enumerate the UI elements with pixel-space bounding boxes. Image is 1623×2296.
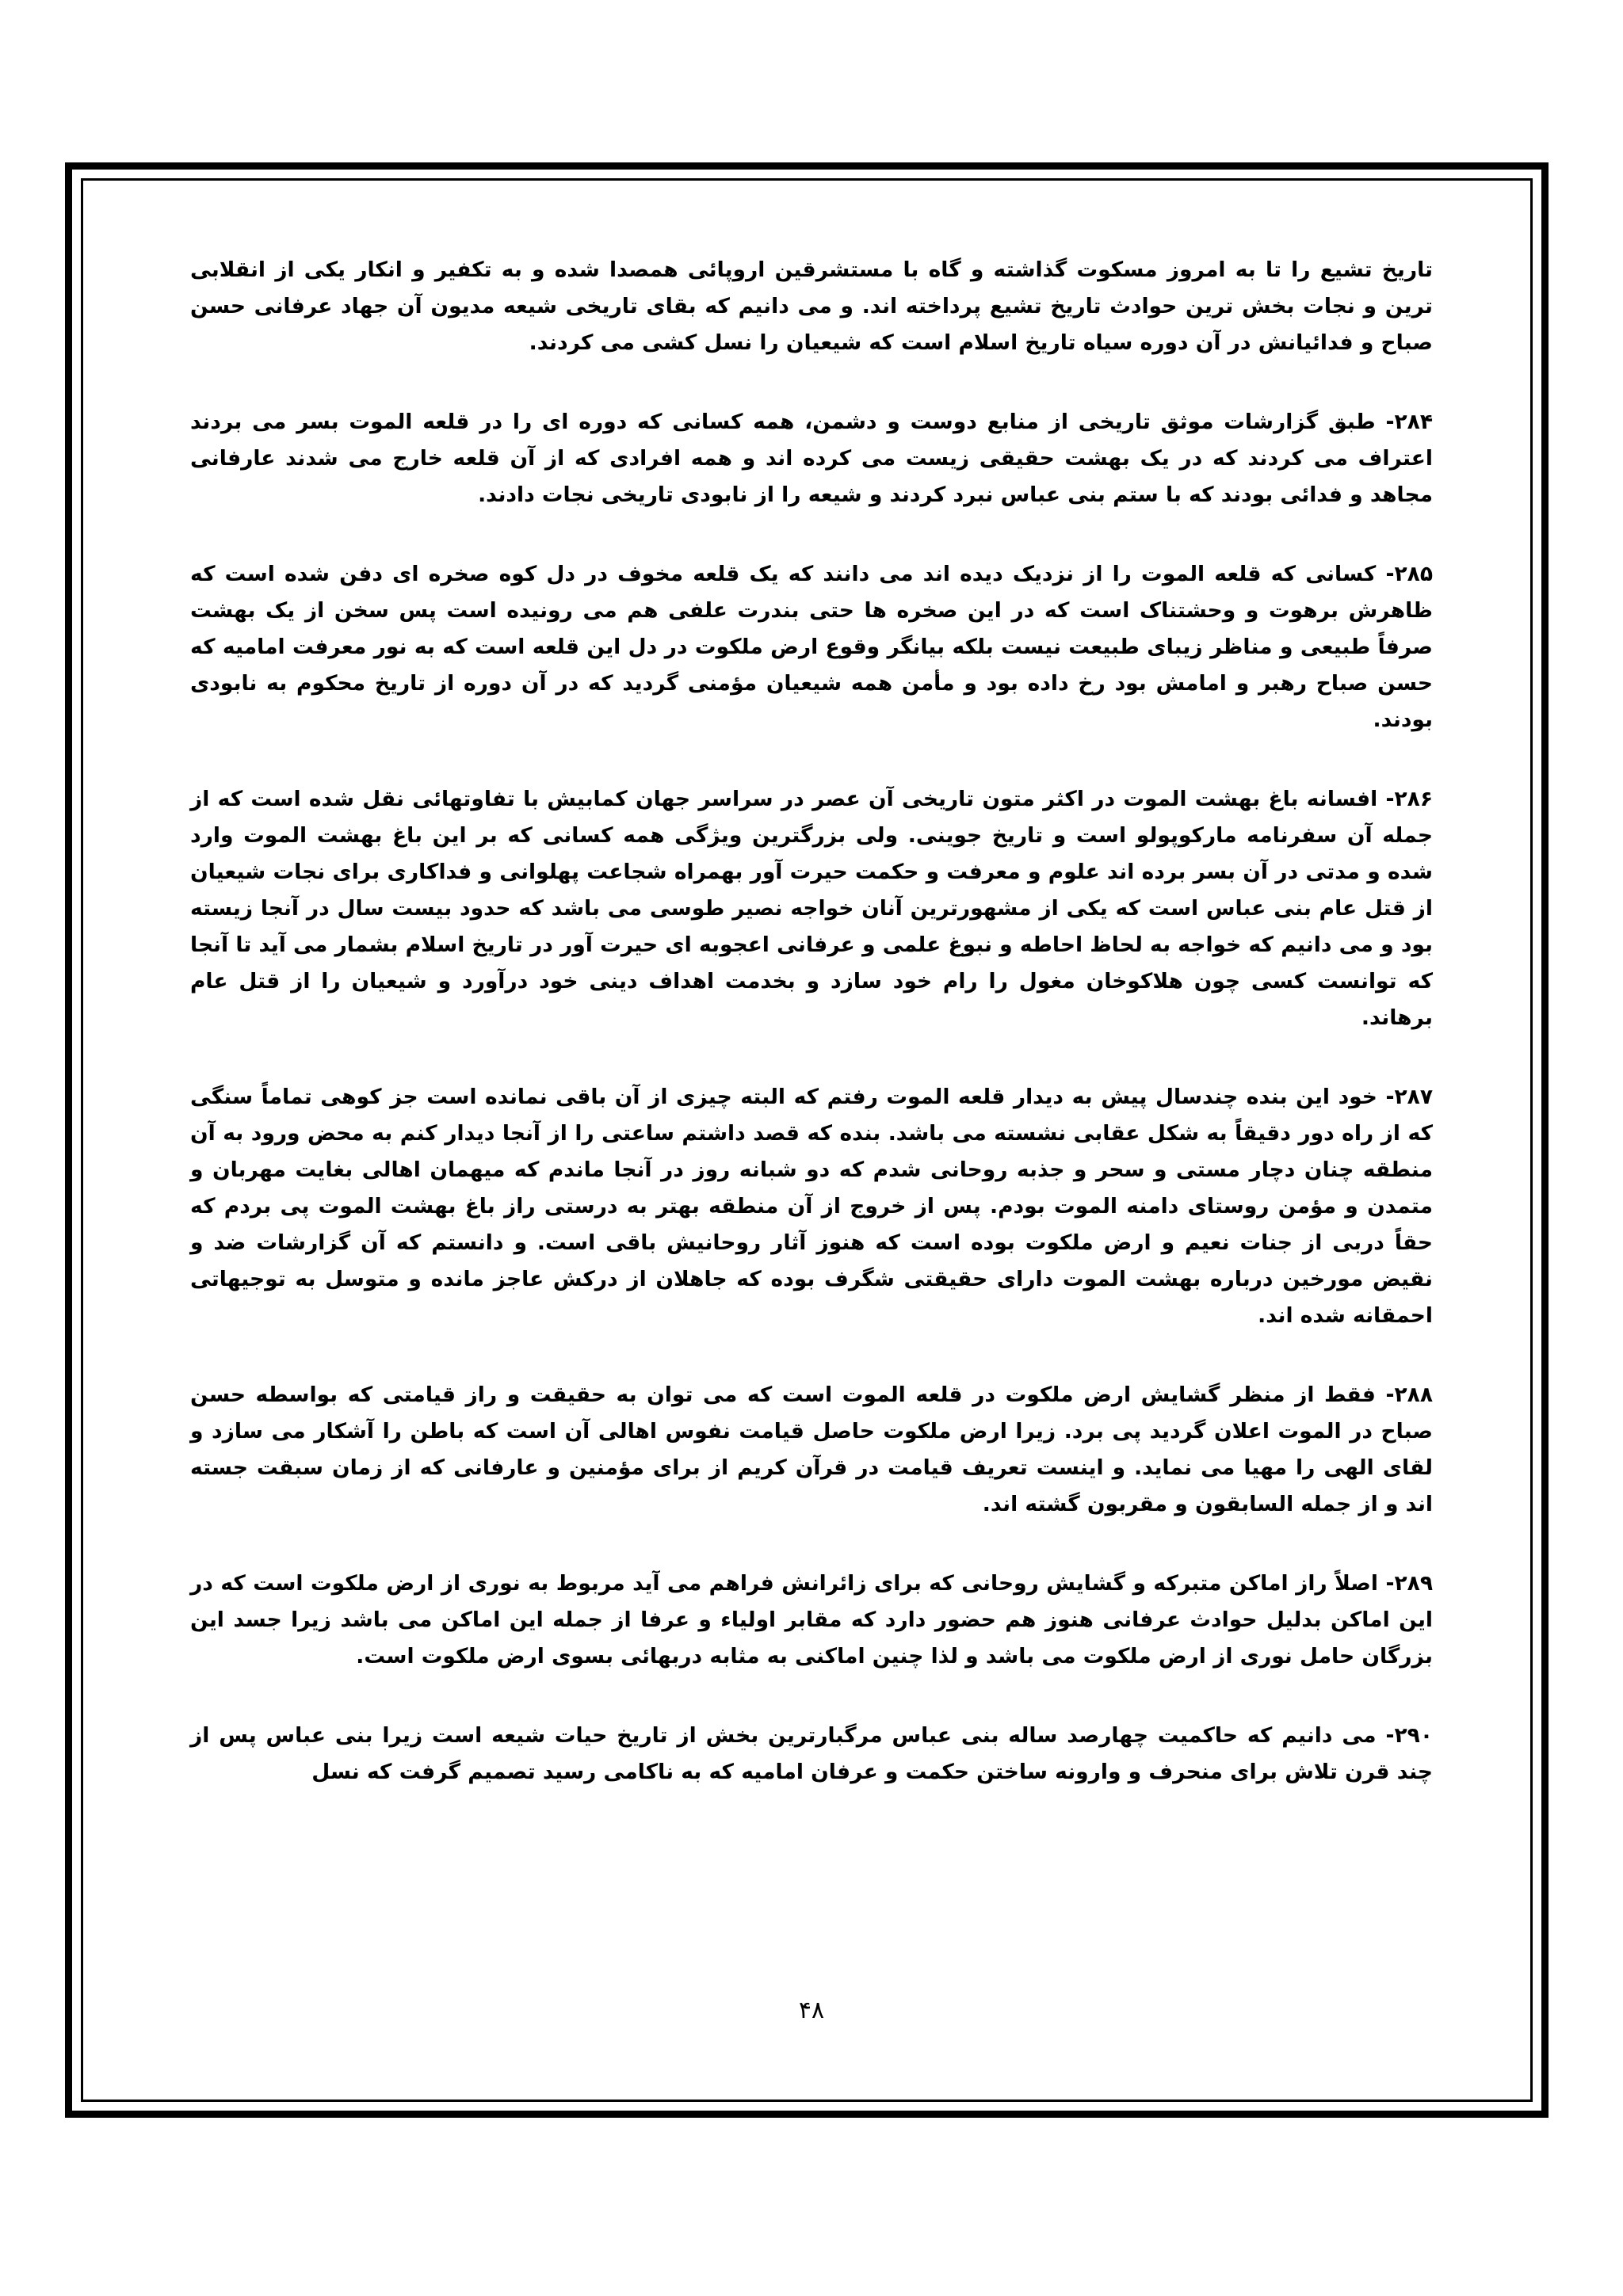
paragraph: ۲۸۸- فقط از منظر گشایش ارض ملکوت در قلعه الموت است که می توان به حقیقت و راز قیامتی که بواسطه حسن صباح در الموت اعلان گردید پی برد. زیرا ارض ملکوت حاصل قیامت نفوس اهالی آن است که باطن را آشکار می سازد و لقای الهی را مهیا می نماید. و اینست تعریف قیامت در قرآن کریم از برای مؤمنین و عارفانی که از زمان سبقت جسته اند و از جمله السابقون و مقربون گشته اند. [190, 1383, 1433, 1516]
paragraph: ۲۸۵- کسانی که قلعه الموت را از نزدیک دیده اند می دانند که یک قلعه مخوف در دل کوه صخره ای دفن شده است که ظاهرش برهوت و وحشتناک است که در این صخره ها حتی بندرت علفی هم می رونیده است پس سخن از یک بهشت صرفاً طبیعی و مناظر زیبای طبیعت نیست بلکه بیانگر وقوع ارض ملکوت در دل این قلعه است که به نور معرفت امامیه که حسن صباح رهبر و امامش بود رخ داده بود و مأمن همه شیعیان مؤمنی گردید که در آن دوره از تاریخ محکوم به نابودی بودند. [190, 562, 1433, 732]
paragraph: تاریخ تشیع را تا به امروز مسکوت گذاشته و گاه با مستشرقین اروپائی همصدا شده و به تکفیر و انکار یکی از انقلابی ترین و نجات بخش ترین حوادث تاریخ تشیع پرداخته اند. و می دانیم که بقای تاریخی شیعه مدیون آن جهاد عرفانی حسن صباح و فدائیانش در آن دوره سیاه تاریخ اسلام است که شیعیان را نسل کشی می کردند. [190, 257, 1433, 355]
document-body [190, 252, 1433, 1833]
paragraph: ۲۸۴- طبق گزارشات موثق تاریخی از منابع دوست و دشمن، همه کسانی که دوره ای را در قلعه الموت بسر می بردند اعتراف می کردند که در یک بهشت حقیقی زیست می کرده اند و همه افرادی که از آن قلعه خارج می شدند عارفانی مجاهد و فدائی بودند که با ستم بنی عباس نبرد کردند و شیعه را از نابودی تاریخی نجات دادند. [190, 410, 1433, 507]
paragraph: ۲۸۷- خود این بنده چندسال پیش به دیدار قلعه الموت رفتم که البته چیزی از آن باقی نمانده است جز کوهی تماماً سنگی که از راه دور دقیقاً به شکل عقابی نشسته می باشد. بنده که قصد داشتم ساعتی را از آنجا دیدار کنم به محض ورود به آن منطقه چنان دچار مستی و سحر و جذبه روحانی شدم که دو شبانه روز در آنجا ماندم که میهمان اهالی بغایت مهربان و متمدن و مؤمن روستای دامنه الموت بودم. پس از خروج از آن منطقه بهتر به درستی راز باغ بهشت الموت پی بردم که حقاً دربی از جنات نعیم و ارض ملکوت بوده است که هنوز آثار روحانیش باقی است. و دانستم که آن گزارشات ضد و نقیض مورخین درباره بهشت الموت دارای حقیقتی شگرف بوده که جاهلان از درکش عاجز مانده و متوسل به توجیهاتی احمقانه شده اند. [190, 1085, 1433, 1328]
paragraph: ۲۸۹- اصلاً راز اماکن متبرکه و گشایش روحانی که برای زائرانش فراهم می آید مربوط به نوری از ارض ملکوت است که در این اماکن بدلیل حوادث عرفانی هنوز هم حضور دارد که مقابر اولیاء و عرفا از جمله این اماکن می باشد زیرا جسد این بزرگان حامل نوری از ارض ملکوت می باشد و لذا چنین اماکنی به مثابه دربهائی بسوی ارض ملکوت است. [190, 1571, 1433, 1669]
page-number: ۴۸ [798, 1997, 825, 2024]
paragraph: ۲۸۶- افسانه باغ بهشت الموت در اکثر متون تاریخی آن عصر در سراسر جهان کمابیش با تفاوتهائی نقل شده است که از جمله آن سفرنامه مارکوپولو است و تاریخ جوینی. ولی بزرگترین ویژگی همه کسانی که بر این باغ بهشت الموت وارد شده و مدتی در آن بسر برده اند علوم و معرفت و حکمت حیرت آور بهمراه شجاعت پهلوانی و فداکاری برای نجات شیعیان از قتل عام بنی عباس است که یکی از مشهورترین آنان خواجه نصیر طوسی می باشد که حدود بیست سال در آنجا زیسته بود و می دانیم که خواجه به لحاظ احاطه و نبوغ علمی و عرفانی اعجوبه ای حیرت آور در تاریخ اسلام بشمار می آید تا آنجا که توانست کسی چون هلاکوخان مغول را رام خود سازد و بخدمت اهداف دینی خود درآورد و شیعیان را از قتل عام برهاند. [190, 787, 1433, 1030]
paragraph: ۲۹۰- می دانیم که حاکمیت چهارصد ساله بنی عباس مرگبارترین بخش از تاریخ حیات شیعه است زیرا بنی عباس پس از چند قرن تلاش برای منحرف و وارونه ساختن حکمت و عرفان امامیه که به ناکامی رسید تصمیم گرفت که نسل [190, 1723, 1433, 1784]
